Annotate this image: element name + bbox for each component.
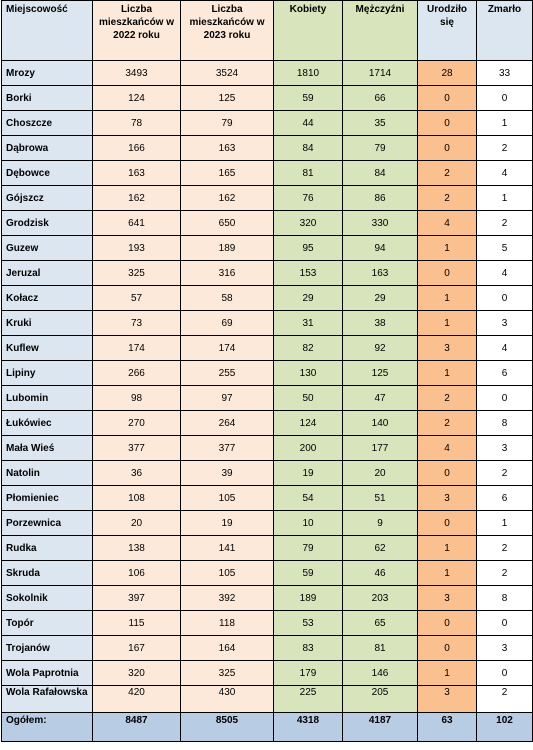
women-count: 225 [274,686,343,713]
men-count: 62 [343,536,418,561]
men-count: 1714 [343,61,418,86]
population-2022: 124 [93,86,181,111]
men-count: 66 [343,86,418,111]
locality-name: Sokolnik [2,586,93,611]
men-count: 20 [343,461,418,486]
women-count: 79 [274,536,343,561]
men-count: 35 [343,111,418,136]
table-row [2,411,533,436]
header-population-2022: Liczba mieszkańców w 2022 roku [93,1,181,61]
deaths-count: 2 [477,211,533,236]
locality-name: Lubomin [2,386,93,411]
births-count: 0 [418,261,477,286]
table-row [2,661,533,686]
population-2022: 36 [93,461,181,486]
population-2023: 316 [181,261,274,286]
population-2023: 58 [181,286,274,311]
men-count: 205 [343,686,418,713]
population-2022: 193 [93,236,181,261]
locality-name: Trojanów [2,636,93,661]
women-count: 50 [274,386,343,411]
deaths-count: 1 [477,511,533,536]
population-2022: 20 [93,511,181,536]
births-count: 1 [418,361,477,386]
births-count: 0 [418,111,477,136]
women-count: 76 [274,186,343,211]
table-row [2,286,533,311]
population-2022: 320 [93,661,181,686]
population-2023: 174 [181,336,274,361]
total-births: 63 [418,713,477,742]
population-2023: 325 [181,661,274,686]
deaths-count: 0 [477,386,533,411]
locality-name: Łukówiec [2,411,93,436]
deaths-count: 2 [477,136,533,161]
table-row [2,336,533,361]
locality-name: Dąbrowa [2,136,93,161]
men-count: 79 [343,136,418,161]
men-count: 9 [343,511,418,536]
men-count: 47 [343,386,418,411]
population-table [1,0,533,742]
men-count: 86 [343,186,418,211]
population-2023: 97 [181,386,274,411]
men-count: 330 [343,211,418,236]
women-count: 83 [274,636,343,661]
deaths-count: 2 [477,686,533,713]
population-2022: 166 [93,136,181,161]
table-row [2,536,533,561]
deaths-count: 3 [477,636,533,661]
total-deaths: 102 [477,713,533,742]
population-2023: 377 [181,436,274,461]
births-count: 0 [418,86,477,111]
men-count: 163 [343,261,418,286]
deaths-count: 0 [477,661,533,686]
men-count: 46 [343,561,418,586]
population-2023: 392 [181,586,274,611]
men-count: 203 [343,586,418,611]
men-count: 94 [343,236,418,261]
population-2023: 189 [181,236,274,261]
men-count: 51 [343,486,418,511]
total-row [2,713,533,742]
births-count: 0 [418,511,477,536]
women-count: 200 [274,436,343,461]
women-count: 19 [274,461,343,486]
deaths-count: 4 [477,161,533,186]
births-count: 3 [418,486,477,511]
men-count: 81 [343,636,418,661]
locality-name: Choszcze [2,111,93,136]
women-count: 81 [274,161,343,186]
deaths-count: 4 [477,336,533,361]
population-2023: 164 [181,636,274,661]
deaths-count: 2 [477,461,533,486]
population-2022: 270 [93,411,181,436]
header-deaths: Zmarło [477,1,533,61]
population-2022: 641 [93,211,181,236]
population-2023: 118 [181,611,274,636]
women-count: 59 [274,86,343,111]
table-row [2,61,533,86]
women-count: 31 [274,311,343,336]
women-count: 84 [274,136,343,161]
population-2023: 79 [181,111,274,136]
header-women: Kobiety [274,1,343,61]
table-row [2,236,533,261]
table-row [2,436,533,461]
women-count: 54 [274,486,343,511]
total-men: 4187 [343,713,418,742]
table-row [2,86,533,111]
births-count: 1 [418,561,477,586]
births-count: 1 [418,311,477,336]
locality-name: Wola Rafałowska [2,686,93,713]
population-2022: 98 [93,386,181,411]
locality-name: Grodzisk [2,211,93,236]
header-births: Urodziło się [418,1,477,61]
population-2023: 162 [181,186,274,211]
men-count: 38 [343,311,418,336]
births-count: 2 [418,386,477,411]
deaths-count: 2 [477,536,533,561]
deaths-count: 0 [477,86,533,111]
population-2023: 39 [181,461,274,486]
population-2022: 325 [93,261,181,286]
births-count: 0 [418,636,477,661]
births-count: 1 [418,286,477,311]
births-count: 0 [418,461,477,486]
population-2022: 174 [93,336,181,361]
women-count: 29 [274,286,343,311]
locality-name: Wola Paprotnia [2,661,93,686]
deaths-count: 2 [477,561,533,586]
locality-name: Topór [2,611,93,636]
women-count: 44 [274,111,343,136]
locality-name: Kuflew [2,336,93,361]
population-2023: 650 [181,211,274,236]
total-label: Ogółem: [2,713,93,742]
population-2022: 266 [93,361,181,386]
table-row [2,586,533,611]
locality-name: Guzew [2,236,93,261]
locality-name: Gójszcz [2,186,93,211]
population-2023: 125 [181,86,274,111]
births-count: 2 [418,161,477,186]
population-2022: 377 [93,436,181,461]
population-2022: 108 [93,486,181,511]
women-count: 189 [274,586,343,611]
locality-name: Dębowce [2,161,93,186]
men-count: 65 [343,611,418,636]
population-2023: 105 [181,486,274,511]
locality-name: Porzewnica [2,511,93,536]
women-count: 95 [274,236,343,261]
deaths-count: 33 [477,61,533,86]
table-row [2,636,533,661]
locality-name: Borki [2,86,93,111]
women-count: 179 [274,661,343,686]
men-count: 29 [343,286,418,311]
population-2022: 397 [93,586,181,611]
population-2023: 255 [181,361,274,386]
table-row [2,161,533,186]
population-2023: 141 [181,536,274,561]
births-count: 1 [418,536,477,561]
table-row [2,186,533,211]
deaths-count: 0 [477,611,533,636]
locality-name: Lipiny [2,361,93,386]
table-row [2,136,533,161]
men-count: 140 [343,411,418,436]
table-row [2,111,533,136]
locality-name: Płomieniec [2,486,93,511]
table-row [2,211,533,236]
locality-name: Mrozy [2,61,93,86]
births-count: 28 [418,61,477,86]
locality-name: Mała Wieś [2,436,93,461]
population-2023: 19 [181,511,274,536]
deaths-count: 3 [477,311,533,336]
deaths-count: 6 [477,486,533,511]
population-2022: 115 [93,611,181,636]
population-2023: 163 [181,136,274,161]
men-count: 177 [343,436,418,461]
deaths-count: 0 [477,286,533,311]
women-count: 59 [274,561,343,586]
header-population-2023: Liczba mieszkańców w 2023 roku [181,1,274,61]
population-2023: 3524 [181,61,274,86]
births-count: 4 [418,211,477,236]
births-count: 0 [418,136,477,161]
total-population-2023: 8505 [181,713,274,742]
births-count: 2 [418,411,477,436]
deaths-count: 8 [477,411,533,436]
population-2022: 3493 [93,61,181,86]
population-2022: 138 [93,536,181,561]
births-count: 1 [418,661,477,686]
women-count: 124 [274,411,343,436]
population-2023: 165 [181,161,274,186]
births-count: 3 [418,686,477,713]
men-count: 146 [343,661,418,686]
women-count: 1810 [274,61,343,86]
table-row [2,511,533,536]
population-2022: 57 [93,286,181,311]
women-count: 10 [274,511,343,536]
population-2022: 420 [93,686,181,713]
deaths-count: 1 [477,186,533,211]
deaths-count: 1 [477,111,533,136]
population-2022: 73 [93,311,181,336]
deaths-count: 5 [477,236,533,261]
table-row [2,261,533,286]
population-2023: 69 [181,311,274,336]
header-locality: Miejscowość [2,1,93,61]
table-row [2,686,533,713]
total-women: 4318 [274,713,343,742]
locality-name: Skruda [2,561,93,586]
table-row [2,561,533,586]
locality-name: Natolin [2,461,93,486]
population-2022: 167 [93,636,181,661]
births-count: 3 [418,586,477,611]
deaths-count: 6 [477,361,533,386]
population-2023: 264 [181,411,274,436]
population-2022: 162 [93,186,181,211]
births-count: 4 [418,436,477,461]
population-2023: 430 [181,686,274,713]
deaths-count: 3 [477,436,533,461]
table-row [2,361,533,386]
table-row [2,386,533,411]
deaths-count: 8 [477,586,533,611]
men-count: 125 [343,361,418,386]
total-population-2022: 8487 [93,713,181,742]
births-count: 2 [418,186,477,211]
women-count: 320 [274,211,343,236]
births-count: 0 [418,611,477,636]
births-count: 3 [418,336,477,361]
deaths-count: 4 [477,261,533,286]
locality-name: Kołacz [2,286,93,311]
population-2022: 106 [93,561,181,586]
births-count: 1 [418,236,477,261]
header-row [2,1,533,61]
men-count: 92 [343,336,418,361]
table-row [2,486,533,511]
women-count: 82 [274,336,343,361]
population-2022: 163 [93,161,181,186]
header-men: Mężczyźni [343,1,418,61]
population-2023: 105 [181,561,274,586]
women-count: 53 [274,611,343,636]
men-count: 84 [343,161,418,186]
table-row [2,311,533,336]
locality-name: Jeruzal [2,261,93,286]
table-row [2,611,533,636]
women-count: 153 [274,261,343,286]
locality-name: Rudka [2,536,93,561]
women-count: 130 [274,361,343,386]
population-2022: 78 [93,111,181,136]
locality-name: Kruki [2,311,93,336]
table-row [2,461,533,486]
